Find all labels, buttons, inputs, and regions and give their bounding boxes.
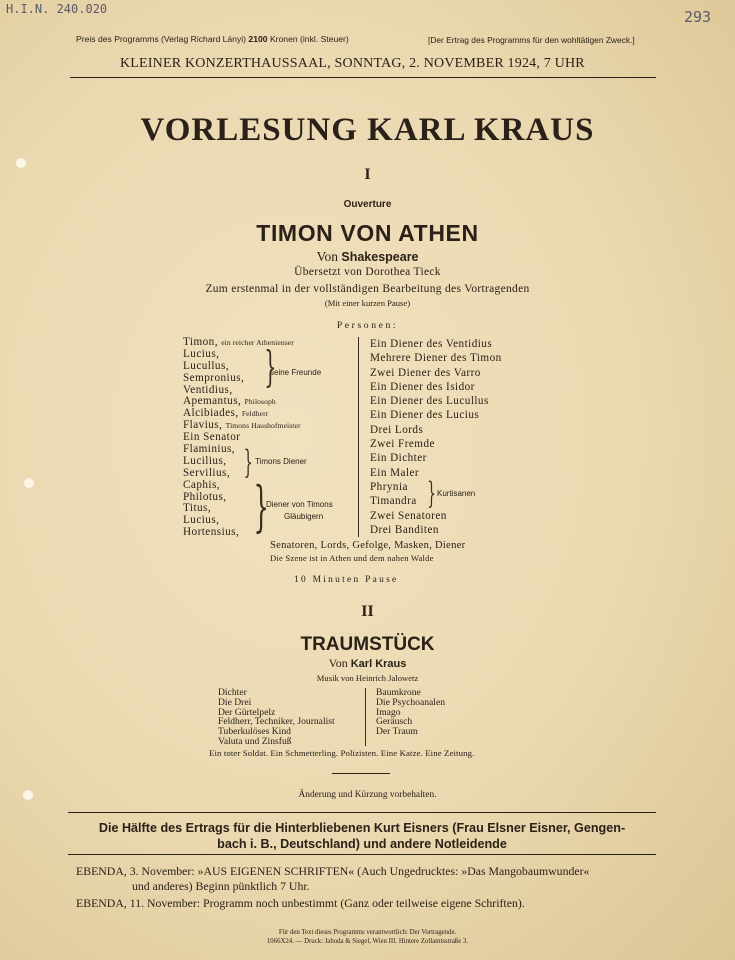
cast-entry: Ventidius,	[183, 383, 233, 396]
punch-hole	[24, 478, 34, 488]
author-line: Von Shakespeare	[316, 249, 419, 264]
role-entry: Die Psychoanalen	[376, 696, 446, 708]
cast-entry: Philotus,	[183, 490, 227, 503]
group-label-servants: Timons Diener	[255, 457, 307, 466]
brace-courtesans: }	[427, 476, 436, 511]
cast-entry: Mehrere Diener des Timon	[370, 352, 502, 365]
translator-line: Übersetzt von Dorothea Tieck	[294, 266, 441, 278]
cast-entry: Apemantus, Philosoph	[183, 395, 276, 408]
pause-note: (Mit einer kurzen Pause)	[324, 298, 411, 308]
part-one-numeral: I	[364, 166, 371, 183]
cast-heading: Personen:	[336, 320, 399, 331]
footer-printer: 1066X24. — Druck: Jahoda & Siegel, Wien III. Hintere Zollamtsstraße 3.	[266, 938, 469, 945]
cast-entry: Ein Diener des Lucius	[370, 409, 480, 422]
cast-entry: Zwei Senatoren	[370, 509, 447, 522]
cast-entry: Timandra	[370, 495, 417, 508]
cast-entry: Zwei Fremde	[370, 438, 435, 451]
scene-line: Die Szene ist in Athen und dem nahen Walde	[270, 553, 434, 563]
role-entry: Die Drei	[218, 696, 252, 708]
cast-entry: Alcibiades, Feldherr	[183, 407, 269, 420]
cast-entry: Ein Maler	[370, 466, 420, 479]
cast-entry: Flavius, Timons Haushofmeister	[183, 419, 301, 432]
cast-entry: Drei Banditen	[370, 523, 439, 536]
footer-responsible: Für den Text dieses Programms verantwortlich: Der Vortragende.	[278, 929, 457, 936]
roles-right	[376, 688, 445, 737]
cast-entry: Drei Lords	[370, 423, 424, 436]
intermission-line: 10 Minuten Pause	[294, 575, 399, 585]
upcoming-event: EBENDA, 3. November: »AUS EIGENEN SCHRIFTEN« (Auch Ungedrucktes: »Das Mangobaumwunder« und anderes) Beginn pünktlich 7 Uhr.	[76, 864, 590, 893]
role-entry: Tuberkulöses Kind	[218, 726, 291, 738]
cast-entry: Lucullus,	[183, 359, 229, 372]
role-entry: Baumkrone	[376, 687, 421, 698]
cast-entry: Hortensius,	[183, 526, 240, 539]
first-performance-line: Zum erstenmal in der vollständigen Bearbeitung des Vortragenden	[205, 283, 530, 295]
role-entry: Dichter	[218, 687, 247, 698]
donation-notice: Die Hälfte des Ertrags für die Hinterbliebenen Kurt Eisners (Frau Elsner Eisner, Gengen- bach i. B., Deutschland) und andere Notleidende	[98, 821, 626, 851]
cast-entry: Lucius,	[183, 514, 220, 527]
group-label-creditors-2: Gläubigern	[284, 512, 324, 521]
group-label-friends: seine Freunde	[270, 368, 322, 377]
page-title: VORLESUNG KARL KRAUS	[140, 112, 595, 148]
roles-left	[218, 688, 335, 747]
cast-entry: Servilius,	[183, 466, 231, 479]
cast-entry: Lucius,	[183, 347, 220, 360]
cast-entry: Ein Dichter	[370, 452, 427, 465]
play-title-traumstueck: TRAUMSTÜCK	[300, 634, 435, 655]
cast-entry: Zwei Diener des Varro	[370, 366, 481, 379]
cast-entry: Ein Diener des Ventidius	[370, 338, 493, 350]
divider	[68, 854, 656, 855]
cast-entry: Ein Senator	[183, 431, 241, 444]
cast-entry: Ein Diener des Lucullus	[370, 395, 489, 408]
overture-label: Ouverture	[343, 199, 392, 210]
upcoming-event: EBENDA, 11. November: Programm noch unbestimmt (Ganz oder teilweise eigene Schriften).	[76, 896, 525, 910]
price-note: Preis des Programms (Verlag Richard Lányi) 2100 Kronen (inkl. Steuer)	[76, 34, 349, 44]
cast-divider	[358, 337, 359, 537]
role-entry: Der Traum	[376, 726, 418, 738]
charity-note: [Der Ertrag des Programms für den wohltätigen Zweck.]	[428, 35, 635, 45]
cast-entry: Caphis,	[183, 478, 221, 491]
brace-friends: }	[264, 342, 277, 391]
divider	[70, 77, 656, 78]
cast-entry: Lucilius,	[183, 454, 227, 467]
author-line-2: Von Karl Kraus	[328, 656, 407, 670]
brace-creditors: }	[253, 475, 269, 538]
brace-servants: }	[243, 443, 253, 481]
extras-line: Senatoren, Lords, Gefolge, Masken, Diener	[270, 540, 466, 551]
group-label-courtesans: Kurtisanen	[437, 489, 476, 498]
cast-entry: Phrynia	[370, 480, 408, 493]
cast-entry: Timon, ein reicher Athenienser	[183, 336, 294, 348]
venue-line: KLEINER KONZERTHAUSSAAL, SONNTAG, 2. NOVEMBER 1924, 7 UHR	[120, 56, 585, 71]
archive-signature: H.I.N. 240.020	[6, 2, 108, 16]
cast-entry: Sempronius,	[183, 371, 245, 384]
part-two-numeral: II	[361, 603, 374, 620]
play-title-timon: TIMON VON ATHEN	[256, 220, 479, 246]
short-divider	[332, 773, 390, 774]
divider	[68, 812, 656, 813]
role-entry: Feldherr, Techniker, Journalist	[218, 716, 335, 728]
page-number: 293	[684, 8, 712, 26]
cast-entry: Titus,	[183, 502, 212, 515]
cast-entry: Flaminius,	[183, 443, 236, 456]
traum-extras: Ein toter Soldat. Ein Schmetterling. Polizisten. Eine Katze. Eine Zeitung.	[209, 748, 475, 758]
group-label-creditors: Diener von Timons	[266, 500, 333, 509]
role-entry: Der Gürtelpelz	[218, 706, 276, 718]
roles-divider	[365, 688, 366, 746]
role-entry: Imago	[376, 706, 401, 718]
composer-line: Musik von Heinrich Jalowetz	[316, 673, 419, 683]
changes-note: Änderung und Kürzung vorbehalten.	[298, 790, 437, 800]
role-entry: Geräusch	[376, 716, 413, 728]
role-entry: Valuta und Zinsfuß	[218, 735, 292, 747]
cast-entry: Ein Diener des Isidor	[370, 380, 475, 393]
